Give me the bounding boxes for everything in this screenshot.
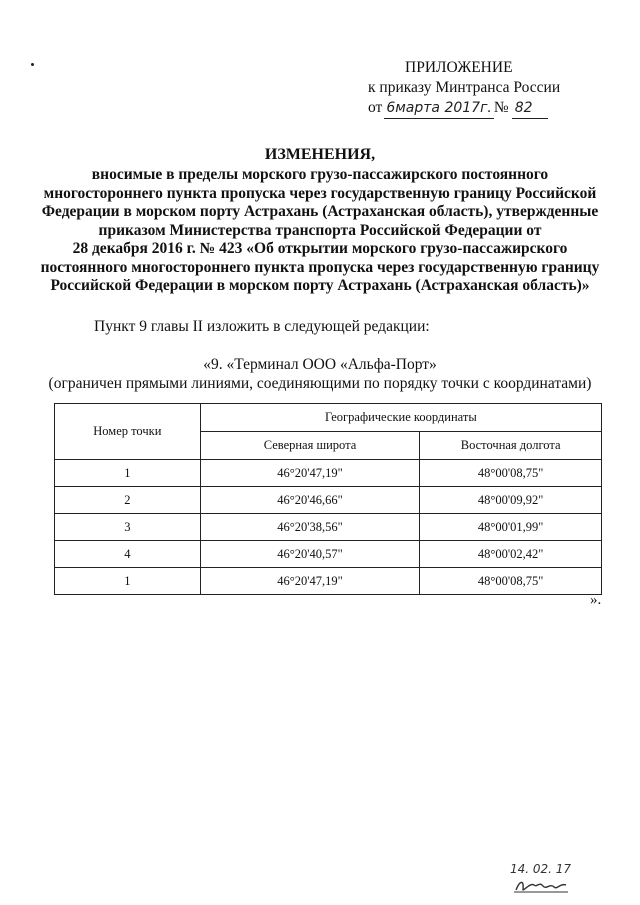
- cell-latitude: 46°20'46,66": [200, 487, 420, 514]
- handwritten-footer-date: 14. 02. 17: [510, 862, 572, 876]
- cell-latitude: 46°20'47,19": [200, 460, 420, 487]
- description-line: приказом Министерства транспорта Российской Федерации от: [98, 221, 542, 239]
- appendix-from-label: от: [368, 99, 383, 116]
- cell-point: 4: [55, 541, 201, 568]
- appendix-title: ПРИЛОЖЕНИЕ: [405, 59, 513, 76]
- cell-latitude: 46°20'47,19": [200, 568, 420, 595]
- instruction-text: Пункт 9 главы II изложить в следующей редакции:: [94, 318, 430, 335]
- cell-point: 1: [55, 568, 201, 595]
- cell-latitude: 46°20'40,57": [200, 541, 420, 568]
- coordinates-table: [54, 403, 602, 595]
- cell-longitude: 48°00'08,75": [420, 460, 602, 487]
- closing-quote: ».: [590, 592, 602, 608]
- cell-longitude: 48°00'09,92": [420, 487, 602, 514]
- table-row: [55, 568, 602, 595]
- section-heading: «9. «Терминал ООО «Альфа-Порт»: [203, 356, 437, 373]
- header-latitude: Северная широта: [200, 432, 420, 460]
- cell-longitude: 48°00'01,99": [420, 514, 602, 541]
- document-title: ИЗМЕНЕНИЯ,: [264, 146, 376, 163]
- section-heading-block: [0, 355, 640, 393]
- table-row: [55, 541, 602, 568]
- handwritten-date: 6марта 2017г.: [384, 99, 494, 119]
- description-line: многостороннего пункта пропуска через государственную границу Российской: [43, 184, 597, 202]
- header-point-number: Номер точки: [55, 404, 201, 460]
- cell-longitude: 48°00'08,75": [420, 568, 602, 595]
- cell-longitude: 48°00'02,42": [420, 541, 602, 568]
- header-geo-coordinates: Географические координаты: [200, 404, 601, 432]
- appendix-number-label: №: [493, 99, 509, 116]
- cell-latitude: 46°20'38,56": [200, 514, 420, 541]
- handwritten-number: 82: [512, 99, 548, 119]
- handwritten-initials: [510, 877, 580, 895]
- appendix-order-ref: к приказу Минтранса России: [368, 79, 561, 96]
- description-line: постоянного многостороннего пункта пропуска через государственную границу: [40, 258, 600, 276]
- table-row: [55, 460, 602, 487]
- appendix-date-line: [368, 98, 548, 119]
- section-subheading: (ограничен прямыми линиями, соединяющими по порядку точки с координатами): [48, 375, 592, 392]
- description-line: Федерации в морском порту Астрахань (Астраханская область), утвержденные: [41, 203, 599, 220]
- description-line: 28 декабря 2016 г. № 423 «Об открытии морского грузо-пассажирского: [72, 240, 568, 257]
- description-line: вносимые в пределы морского грузо-пассажирского постоянного: [91, 166, 549, 183]
- scan-speck: [31, 63, 34, 66]
- cell-point: 2: [55, 487, 201, 514]
- document-description: [30, 166, 610, 296]
- table-row: [55, 514, 602, 541]
- cell-point: 1: [55, 460, 201, 487]
- table-row: [55, 487, 602, 514]
- description-line: Российской Федерации в морском порту Астрахань (Астраханская область)»: [50, 277, 590, 294]
- footer-signature-block: [510, 862, 580, 895]
- header-longitude: Восточная долгота: [420, 432, 602, 460]
- cell-point: 3: [55, 514, 201, 541]
